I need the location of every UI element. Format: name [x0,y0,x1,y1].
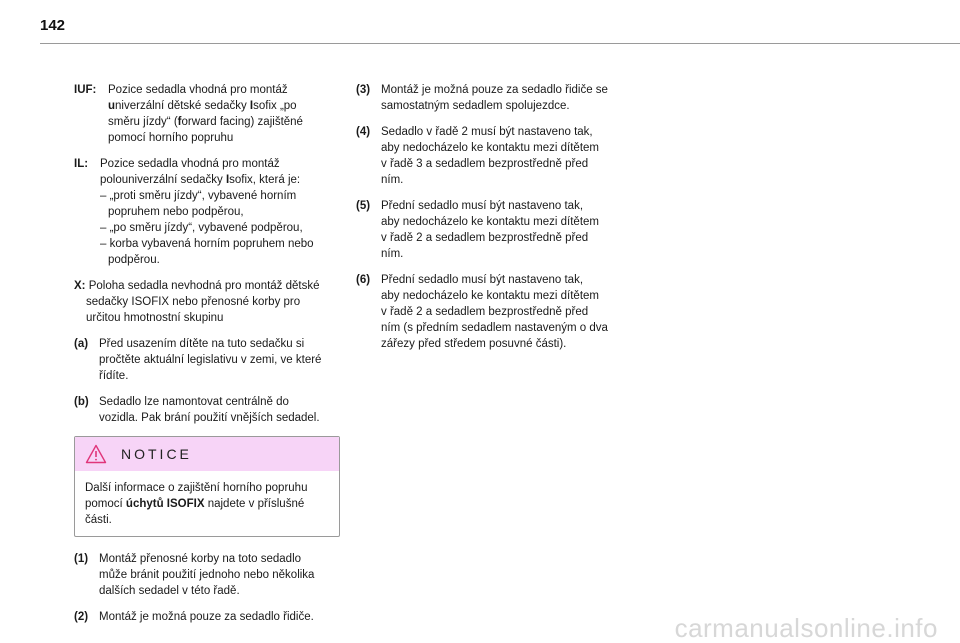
text-fragment: orward facing) zajištěné [181,116,303,128]
definition-il [74,156,342,268]
note-text [381,198,628,262]
notice-body [75,471,339,536]
notice-box [74,436,340,537]
definition-key: IUF: [74,84,97,96]
left-column [74,82,342,635]
text-fragment: najdete v příslušné [204,498,305,510]
definition-text [100,156,342,268]
note-text [381,82,628,114]
definition-iuf [74,82,342,146]
text-line: univerzální dětské sedačky Isofix „po [108,100,297,112]
text-line: aby nedocházelo ke kontaktu mezi dítětem [381,142,599,154]
definition-text [108,82,342,146]
text-line: určitou hmotnostní skupinu [86,312,224,324]
note-5 [356,198,628,262]
text-line: Přední sedadlo musí být nastaveno tak, [381,274,584,286]
text-line: vozidla. Pak brání použití vnějších sedadel. [99,412,320,424]
text-line: Montáž je možná pouze za sedadlo řidiče se [381,84,608,96]
text-line: pročtěte aktuální legislativu v zemi, ve které [99,354,322,366]
note-text [381,124,628,188]
text-line: zářezy před středem posuvné části). [381,338,567,350]
text-line: může bránit použití jednoho nebo několika [99,569,315,581]
definition-x [74,278,342,326]
note-text [99,394,342,426]
text-line: dalších sedadel v této řadě. [99,585,240,597]
text-line [85,496,331,512]
watermark: carmanualsonline.info [674,613,938,643]
text-line: Sedadlo v řadě 2 musí být nastaveno tak, [381,126,593,138]
text-fragment: sofix „po [253,100,297,112]
right-column [356,82,628,362]
text-line: části. [85,514,112,526]
text-line: Další informace o zajištění horního popruhu [85,482,308,494]
warning-triangle-icon [85,444,107,464]
text-line: podpěrou. [108,254,160,266]
header-rule [40,43,960,44]
text-line: Přední sedadlo musí být nastaveno tak, [381,200,584,212]
isofix-anchor-term: úchytů ISOFIX [125,498,205,510]
note-4 [356,124,628,188]
note-text [99,609,342,625]
text-line: Pozice sedadla vhodná pro montáž [108,84,288,96]
text-line: Montáž je možná pouze za sedadlo řidiče. [99,611,314,623]
text-line: sedačky ISOFIX nebo přenosné korby pro [86,296,301,308]
text-line: směru jízdy“ (forward facing) zajištěné [108,116,303,128]
text-line: ním. [381,174,404,186]
definition-key: X: [74,280,86,292]
text-line: v řadě 2 a sedadlem bezprostředně před [381,232,589,244]
text-line: aby nedocházelo ke kontaktu mezi dítětem [381,216,599,228]
text-line: ním. [381,248,404,260]
text-line: Poloha sedadla nevhodná pro montáž dětské [88,280,320,292]
note-key: (1) [74,553,89,565]
text-line: samostatným sedadlem spolujezdce. [381,100,570,112]
note-key: (3) [356,84,371,96]
note-key: (b) [74,396,89,408]
text-fragment: sofix, která je: [229,174,301,186]
note-key: (5) [356,200,371,212]
text-fragment: niverzální dětské sedačky [115,100,250,112]
text-line: Před usazením dítěte na tuto sedačku si [99,338,305,350]
text-line: Pozice sedadla vhodná pro montáž [100,158,280,170]
text-line: v řadě 3 a sedadlem bezprostředně před [381,158,589,170]
text-line: Sedadlo lze namontovat centrálně do [99,396,289,408]
note-6 [356,272,628,352]
note-key: (6) [356,274,371,286]
note-key: (2) [74,611,89,623]
note-1 [74,551,342,599]
note-text [99,551,342,599]
text-line: popruhem nebo podpěrou, [108,206,244,218]
text-line: v řadě 2 a sedadlem bezprostředně před [381,306,589,318]
text-fragment: směru jízdy“ ( [108,116,178,128]
text-line: – „proti směru jízdy“, vybavené horním [100,190,297,202]
text-fragment: pomocí [85,498,126,510]
text-line: polouniverzální sedačky Isofix, která je: [100,174,301,186]
note-key: (a) [74,338,89,350]
note-key: (4) [356,126,371,138]
definition-key: IL: [74,158,89,170]
text-line: ním (s předním sedadlem nastaveným o dva [381,322,608,334]
text-line: řídíte. [99,370,129,382]
note-b [74,394,342,426]
notice-title: NOTICE [121,446,192,462]
text-line: pomocí horního popruhu [108,132,234,144]
text-line: aby nedocházelo ke kontaktu mezi dítětem [381,290,599,302]
text-line: Montáž přenosné korby na toto sedadlo [99,553,302,565]
page-number: 142 [40,17,66,34]
note-text [99,336,342,384]
text-line: – „po směru jízdy“, vybavené podpěrou, [100,222,303,234]
text-line: – korba vybavená horním popruhem nebo [100,238,314,250]
note-a [74,336,342,384]
text-fragment: polouniverzální sedačky [100,174,226,186]
note-2 [74,609,342,625]
note-text [381,272,628,352]
note-3 [356,82,628,114]
notice-header [75,437,339,471]
